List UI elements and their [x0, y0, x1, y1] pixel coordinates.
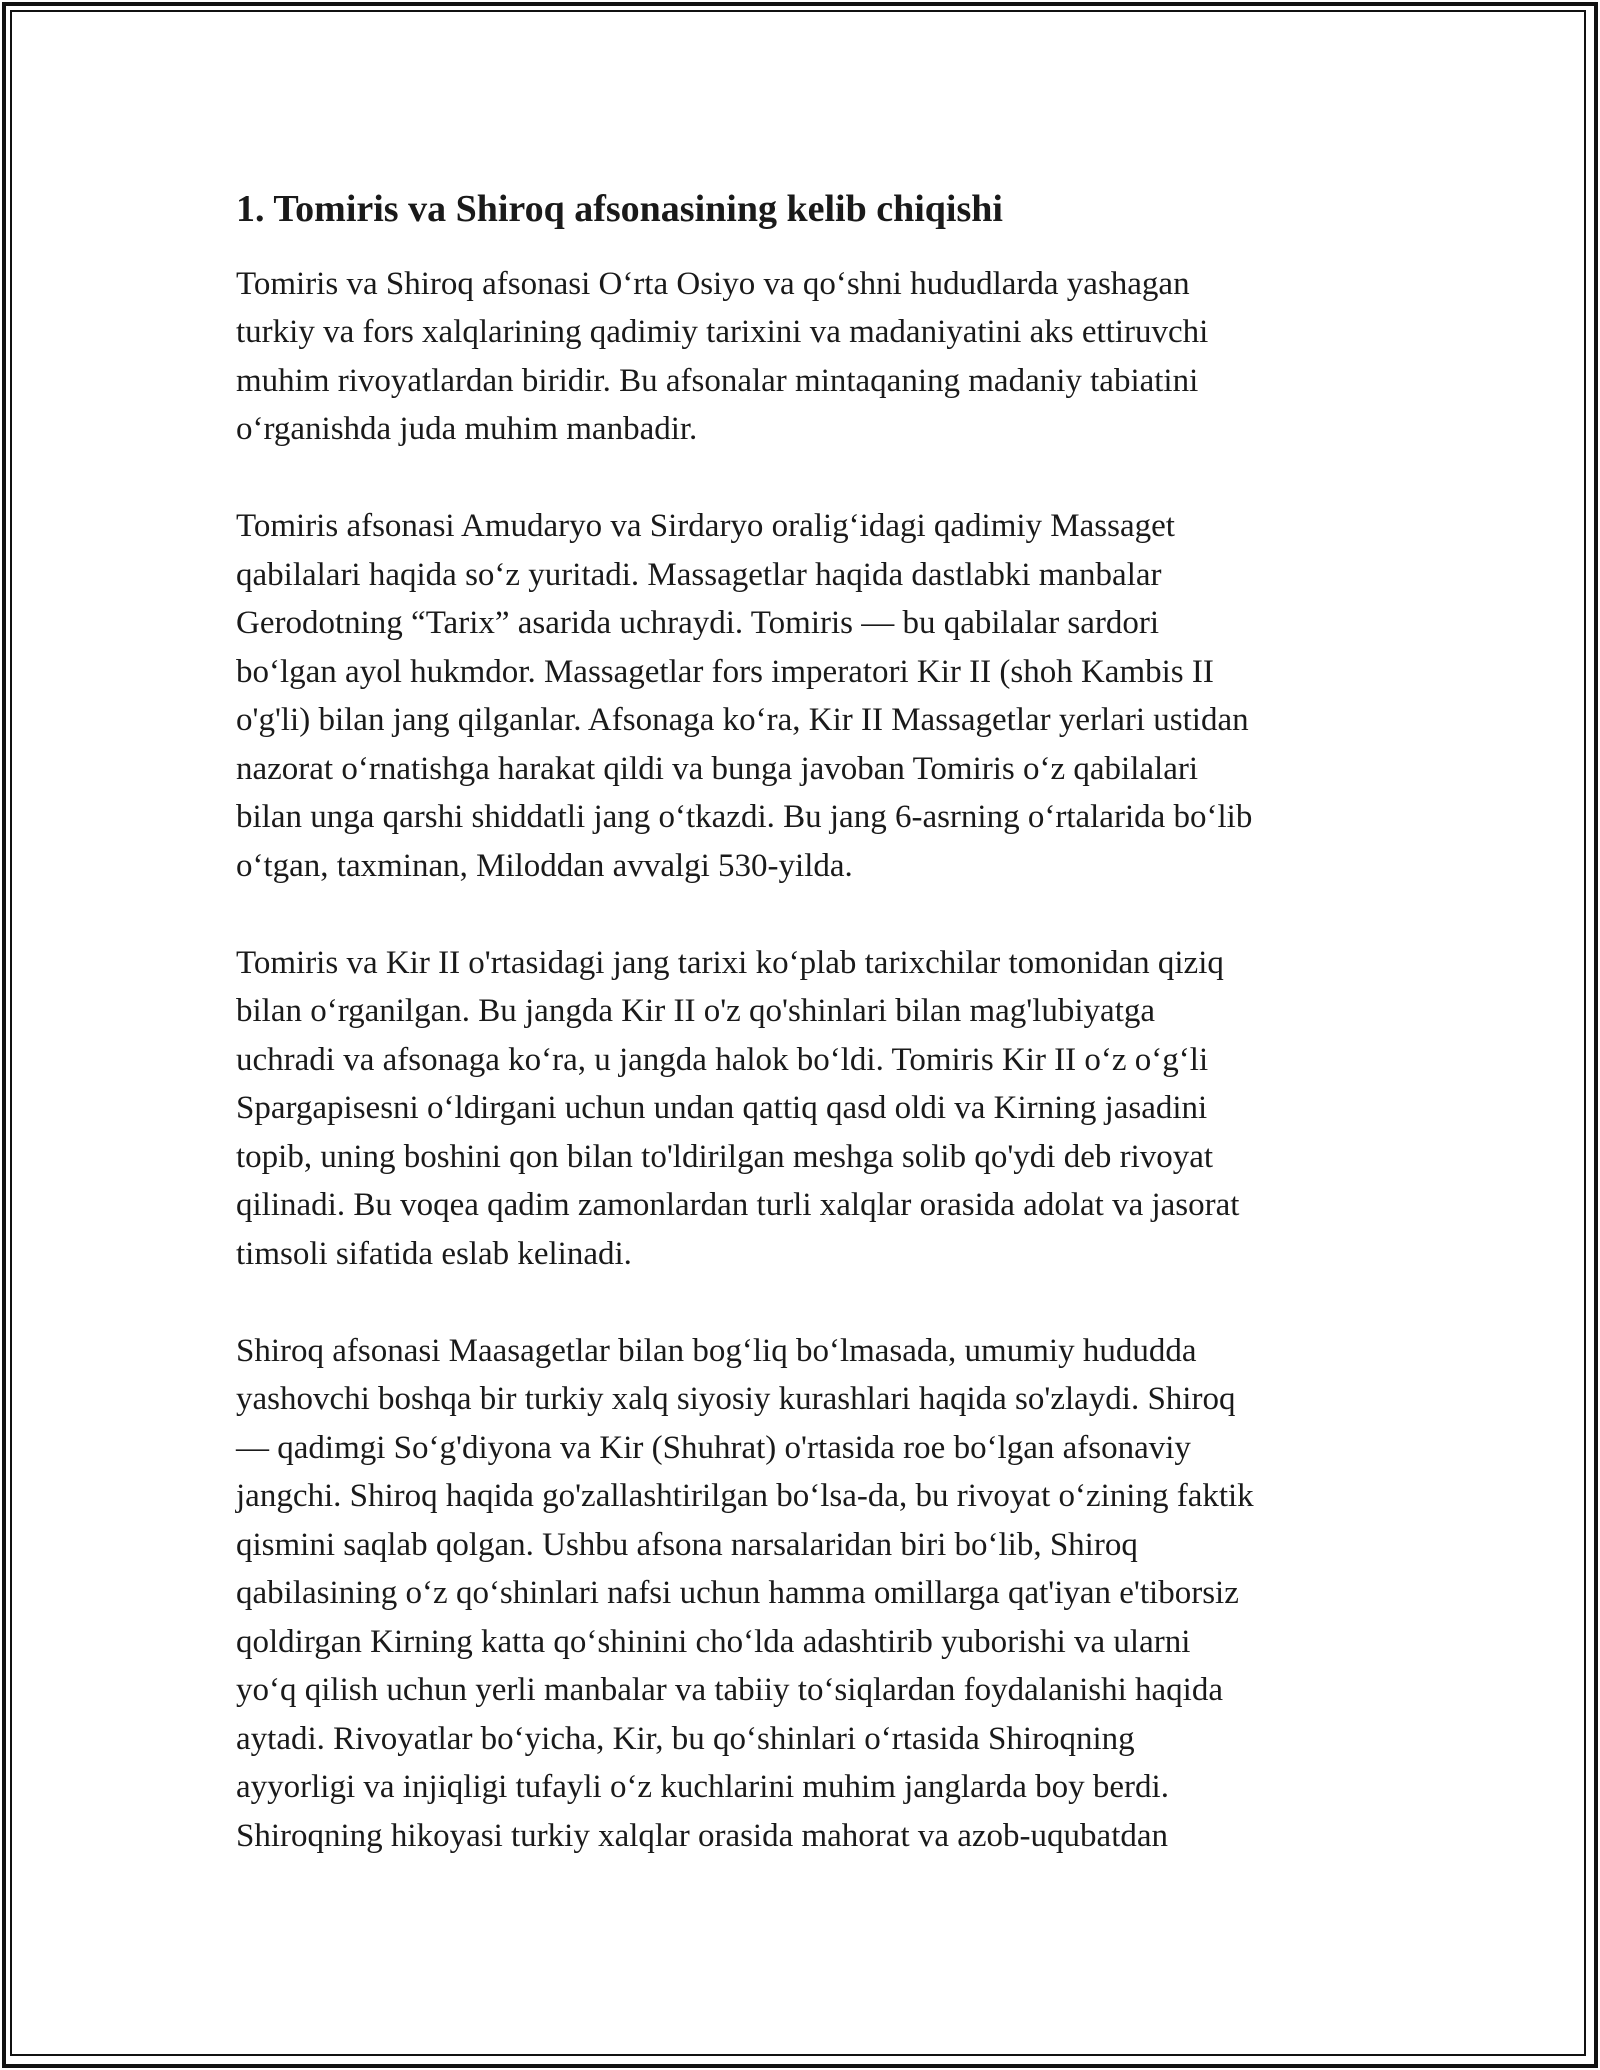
- document-body: [236, 186, 1376, 1909]
- paragraph-shiroq-legend: Shiroq afsonasi Maasagetlar bilan bog‘liq bo‘lmasada, umumiy hududda yashovchi boshqa bir turkiy xalq siyosiy kurashlari haqida so'zlaydi. Shiroq — qadimgi So‘g'diyona va Kir (Shuhrat) o'rtasida roe bo‘lgan afsonaviy jangchi. Shiroq haqida go'zallashtirilgan bo‘lsa-da, bu rivoyat o‘zining faktik qismini saqlab qolgan. Ushbu afsona narsalaridan biri bo‘lib, Shiroq qabilasining o‘z qo‘shinlari nafsi uchun hamma omillarga qat'iyan e'tiborsiz qoldirgan Kirning katta qo‘shinini cho‘lda adashtirib yuborishi va ularni yo‘q qilish uchun yerli manbalar va tabiiy to‘siqlardan foydalanishi haqida aytadi. Rivoyatlar bo‘yicha, Kir, bu qo‘shinlari o‘rtasida Shiroqning ayyorligi va injiqligi tufayli o‘z kuchlarini muhim janglarda boy berdi. Shiroqning hikoyasi turkiy xalqlar orasida mahorat va azob-uqubatdan: [236, 1332, 1254, 1854]
- section-heading: 1. Tomiris va Shiroq afsonasining kelib chiqishi: [236, 188, 1003, 230]
- paragraph-tomiris-legend: Tomiris afsonasi Amudaryo va Sirdaryo oralig‘idagi qadimiy Massaget qabilalari haqida so‘z yuritadi. Massagetlar haqida dastlabki manbalar Gerodotning “Tarix” asarida uchraydi. Tomiris — bu qabilalar sardori bo‘lgan ayol hukmdor. Massagetlar fors imperatori Kir II (shoh Kambis II o'g'li) bilan jang qilganlar. Afsonaga ko‘ra, Kir II Massagetlar yerlari ustidan nazorat o‘rnatishga harakat qildi va bunga javoban Tomiris o‘z qabilalari bilan unga qarshi shiddatli jang o‘tkazdi. Bu jang 6-asrning o‘rtalarida bo‘lib o‘tgan, taxminan, Miloddan avvalgi 530-yilda.: [236, 508, 1253, 884]
- paragraph-intro: Tomiris va Shiroq afsonasi O‘rta Osiyo va qo‘shni hududlarda yashagan turkiy va fors xalqlarining qadimiy tarixini va madaniyatini aks ettiruvchi muhim rivoyatlardan biridir. Bu afsonalar mintaqaning madaniy tabiatini o‘rganishda juda muhim manbadir.: [236, 265, 1209, 447]
- paragraph-tomiris-cyrus-battle: Tomiris va Kir II o'rtasidagi jang tarixi ko‘plab tarixchilar tomonidan qiziq bilan o‘rganilgan. Bu jangda Kir II o'z qo'shinlari bilan mag'lubiyatga uchradi va afsonaga ko‘ra, u jangda halok bo‘ldi. Tomiris Kir II o‘z o‘g‘li Spargapisesni o‘ldirgani uchun undan qattiq qasd oldi va Kirning jasadini topib, uning boshini qon bilan to'ldirilgan meshga solib qo'ydi deb rivoyat qilinadi. Bu voqea qadim zamonlardan turli xalqlar orasida adolat va jasorat timsoli sifatida eslab kelinadi.: [236, 944, 1240, 1272]
